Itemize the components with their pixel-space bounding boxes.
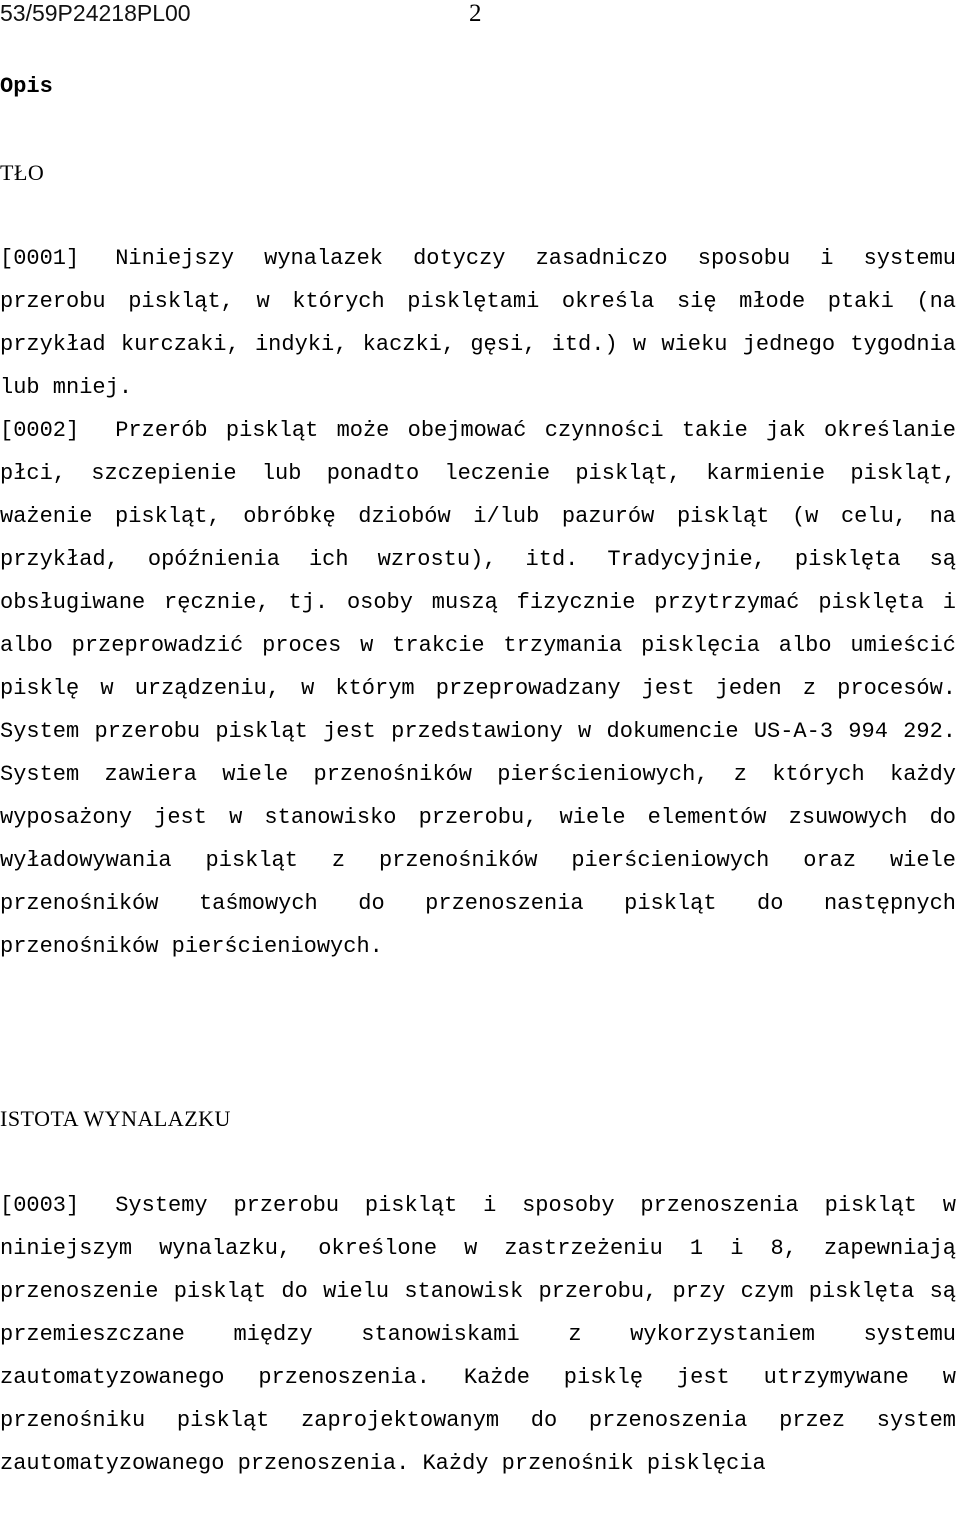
page-number: 2: [469, 0, 482, 27]
paragraph-0003: [0, 1184, 956, 1485]
section-heading-summary: ISTOTA WYNALAZKU: [0, 1106, 231, 1131]
paragraph-number: [0001]: [0, 246, 80, 271]
paragraph-0002: [0, 409, 956, 968]
section-heading-background: TŁO: [0, 160, 45, 185]
paragraph-text: Systemy przerobu piskląt i sposoby przenoszenia piskląt w niniejszym wynalazku, określone w zastrzeżeniu 1 i 8, zapewniają przenoszenie piskląt do wielu stanowisk przerobu, przy czym pisklęta są przemieszczane między stanowiskami z wykorzystaniem systemu zautomatyzowanego przenoszenia. Każde pisklę jest utrzymywane w przenośniku piskląt zaprojektowanym do przenoszenia przez system zautomatyzowanego przenoszenia. Każdy przenośnik pisklęcia: [0, 1193, 956, 1476]
paragraph-0001: [0, 237, 956, 409]
paragraph-text: Przerób piskląt może obejmować czynności takie jak określanie płci, szczepienie lub ponadto leczenie piskląt, karmienie piskląt, ważenie piskląt, obróbkę dziobów i/lub pazurów piskląt (w celu, na przykład, opóźnienia ich wzrostu), itd. Tradycyjnie, pisklęta są obsługiwane ręcznie, tj. osoby muszą fizycznie przytrzymać pisklęta i albo przeprowadzić proces w trakcie trzymania pisklęcia albo umieścić pisklę w urządzeniu, w którym przeprowadzany jest jeden z procesów. System przerobu piskląt jest przedstawiony w dokumencie US-A-3 994 292. System zawiera wiele przenośników pierścieniowych, z których każdy wyposażony jest w stanowisko przerobu, wiele elementów zsuwowych do wyładowywania piskląt z przenośników pierścieniowych oraz wiele przenośników taśmowych do przenoszenia piskląt do następnych przenośników pierścieniowych.: [0, 418, 956, 959]
document-reference: 53/59P24218PL00: [0, 0, 191, 26]
section-heading-opis: Opis: [0, 74, 53, 99]
paragraph-number: [0003]: [0, 1193, 80, 1218]
paragraph-text: Niniejszy wynalazek dotyczy zasadniczo sposobu i systemu przerobu piskląt, w których pisklętami określa się młode ptaki (na przykład kurczaki, indyki, kaczki, gęsi, itd.) w wieku jednego tygodnia lub mniej.: [0, 246, 956, 400]
paragraph-number: [0002]: [0, 418, 80, 443]
